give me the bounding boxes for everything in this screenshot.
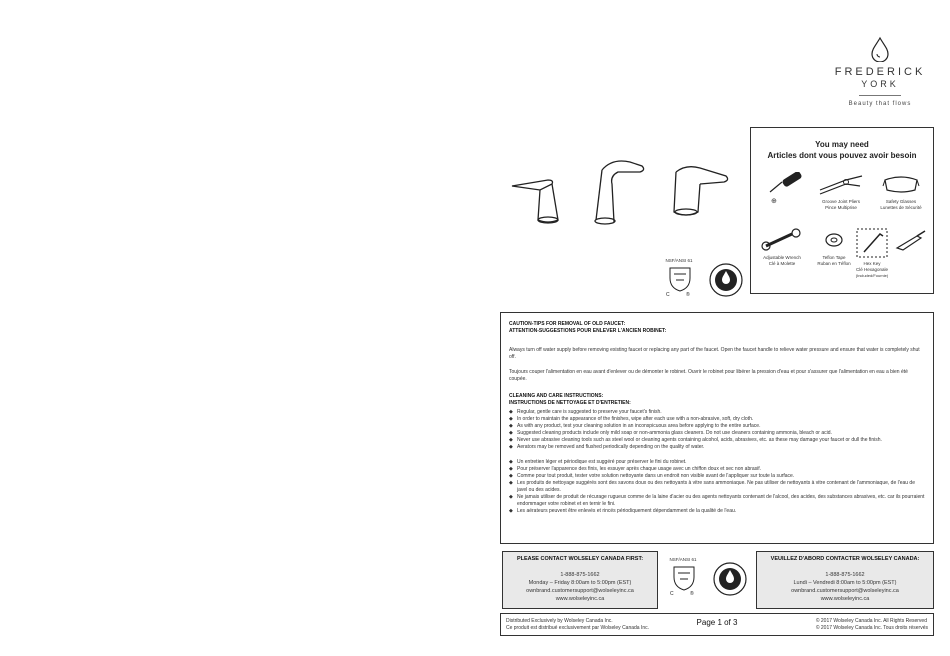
- list-item: ◆ Regular, gentle care is suggested to preserve your faucet's finish.: [509, 409, 925, 416]
- screwdriver-icon: [766, 172, 806, 196]
- tool-pliers-label-fr: Pince Multiprise: [825, 205, 857, 210]
- tool-safety-glasses: [871, 172, 931, 211]
- contact-web-en: www.wolseleyinc.ca: [555, 596, 605, 602]
- tool-wrench-label-en: Adjustable Wrench: [763, 255, 801, 260]
- contact-web-fr: www.wolseleyinc.ca: [820, 596, 870, 602]
- tool-glasses-label-en: Safety Glasses: [885, 199, 917, 204]
- certification-logos-top: [664, 258, 750, 302]
- footer-copyright: [816, 618, 928, 632]
- tools-needed-panel: [750, 127, 934, 294]
- tool-tape-label-en: Teflon Tape: [822, 255, 846, 260]
- cleaning-heading-en: CLEANING AND CARE INSTRUCTIONS:: [509, 393, 604, 399]
- cleaning-list-en: [509, 409, 925, 451]
- contact-panel-en: [502, 551, 658, 609]
- brand-name-line2: YORK: [861, 79, 899, 89]
- list-item: ◆ Suggested cleaning products include only mild soap or non-ammonia glass cleaners. Do not use cleaners containing ammonia, bleach or acid.: [509, 430, 925, 437]
- sealant-tube-icon: [893, 228, 929, 252]
- tool-sealant-tube: [891, 228, 931, 255]
- list-item: ◆ Never use abrasive cleaning tools such as steel wool or cleaning agents containing alcohol, acids, abrasives, etc. as these may damage your faucet or dull the finish.: [509, 437, 925, 444]
- tool-hexkey-label-en: Hex Key: [863, 261, 881, 266]
- brand-divider: [859, 95, 901, 96]
- cleaning-list-fr: [509, 459, 925, 515]
- csa-c-mark-mid: C: [670, 591, 674, 597]
- list-item: ◆ Pour préserver l'apparence des finis, les essuyer après chaque usage avec un chiffon doux et sec non abrasif.: [509, 466, 925, 473]
- footer-copy-en: © 2017 Wolseley Canada Inc. All Rights Reserved: [815, 618, 927, 624]
- tool-screwdriver: [761, 172, 811, 205]
- contact-hours-en: Monday – Friday 8:00am to 5:00pm (EST): [528, 580, 632, 586]
- safety-glasses-icon: [881, 172, 921, 196]
- tool-adjustable-wrench: [753, 228, 811, 267]
- contact-panel-fr: [756, 551, 934, 609]
- csa-registered-mark-mid: ®: [690, 591, 694, 597]
- contact-phone-en: 1-888-875-1662: [560, 572, 600, 578]
- tool-hex-key: [847, 228, 897, 279]
- caution-text-en: Always turn off water supply before removing existing faucet or replacing any part of the faucet. Open the faucet handle to relieve water pressure and ensure that water is completely shut off.: [509, 347, 920, 360]
- caution-heading-en: CAUTION-TIPS FOR REMOVAL OF OLD FAUCET:: [509, 321, 626, 327]
- tool-hexkey-label-fr: Clé Hexagonale: [855, 267, 889, 272]
- faucet-illustration: [500, 150, 740, 230]
- cleaning-heading-fr: INSTRUCTIONS DE NETTOYAGE ET D'ENTRETIEN:: [509, 400, 631, 406]
- brand-tagline: Beauty that flows: [848, 101, 912, 107]
- tool-glasses-label-fr: Lunettes de Sécurité: [880, 205, 922, 210]
- csa-shield-icon: [672, 565, 696, 591]
- list-item: ◆ Aerators may be removed and flushed periodically depending on the quality of water.: [509, 444, 925, 451]
- spout-drawing: [595, 161, 644, 224]
- brand-logo: [830, 36, 930, 107]
- csa-c-mark: C: [666, 292, 670, 298]
- list-item: ◆ Ne jamais utiliser de produit de récurage rugueux comme de la laine d'acier ou des agents nettoyants contenant de l'alcool, des acides, des substances abrasives, etc. car ils pourraient endommager votre robinet et en ternir le fini.: [509, 494, 925, 508]
- tool-wrench-label-fr: Clé à Molette: [768, 261, 796, 266]
- tool-hexkey-note: (Included/Fournie): [855, 273, 889, 278]
- nsf-label: NSF/ANSI 61: [665, 258, 693, 263]
- caution-text-fr: Toujours couper l'alimentation en eau avant d'enlever ou de démonter le robinet. Ouvrir le robinet pour libérer la pression d'eau et pour s'assurer que l'alimentation en eau a bien été coupée.: [509, 369, 908, 382]
- list-item: ◆ Les produits de nettoyage suggérés sont des savons doux ou des nettoyants à vitre sans ammoniaque. Ne pas utiliser de nettoyants à vitre contenant de l'ammoniaque, de l'eau de javel ou des acides.: [509, 480, 925, 494]
- list-item: ◆ Un entretien léger et périodique est suggéré pour préserver le fini du robinet.: [509, 459, 925, 466]
- tool-screwdriver-label: ⊕: [771, 198, 777, 205]
- page-number: Page 1 of 3: [696, 618, 738, 627]
- brand-name-line1: FREDERICK: [834, 66, 926, 78]
- contact-hours-fr: Lundi – Vendredi 8:00am to 5:00pm (EST): [793, 580, 897, 586]
- certification-logos-mid: [668, 555, 750, 605]
- watersense-logo-icon: [708, 262, 744, 298]
- watersense-logo-icon: [712, 561, 748, 597]
- hex-key-icon: [856, 228, 888, 258]
- contact-heading-en: PLEASE CONTACT WOLSELEY CANADA FIRST:: [516, 556, 644, 562]
- list-item: ◆ In order to maintain the appearance of the finishes, wipe after each use with a non-abrasive, soft, dry cloth.: [509, 416, 925, 423]
- list-item: ◆ Les aérateurs peuvent être enlevés et rincés périodiquement dépendamment de la qualité de l'eau.: [509, 508, 925, 515]
- nsf-label-mid: NSF/ANSI 61: [669, 557, 697, 562]
- tool-pliers: [811, 172, 871, 211]
- contact-email-fr: ownbrand.customersupport@wolseleyinc.ca: [791, 588, 899, 594]
- tool-pliers-label-en: Groove Joint Pliers: [821, 199, 860, 204]
- water-drop-icon: [830, 36, 930, 62]
- tool-tape-label-fr: Ruban en Téflon: [817, 261, 851, 266]
- list-item: ◆ Comme pour tout produit, tester votre solution nettoyante dans un endroit non visible avant de l'appliquer sur toute la surface.: [509, 473, 925, 480]
- footer-copy-fr: © 2017 Wolseley Canada Inc. Tous droits réservés: [815, 625, 928, 631]
- csa-shield-icon: [668, 266, 692, 292]
- pliers-icon: [816, 172, 866, 196]
- footer-dist-en: Distributed Exclusively by Wolseley Canada Inc.: [506, 618, 613, 624]
- contact-email-en: ownbrand.customersupport@wolseleyinc.ca: [526, 588, 634, 594]
- contact-phone-fr: 1-888-875-1662: [825, 572, 865, 578]
- tools-title-fr: Articles dont vous pouvez avoir besoin: [767, 151, 917, 160]
- contact-heading-fr: VEUILLEZ D'ABORD CONTACTER WOLSELEY CANADA:: [770, 556, 920, 562]
- care-instructions-panel: [500, 312, 934, 544]
- tape-icon: [822, 228, 846, 252]
- right-handle-drawing: [674, 167, 728, 215]
- tools-title-en: You may need: [815, 140, 869, 149]
- left-handle-drawing: [512, 180, 558, 223]
- page-footer: [500, 613, 934, 636]
- list-item: ◆ As with any product, test your cleaning solution in an inconspicuous area before applying to the entire surface.: [509, 423, 925, 430]
- csa-registered-mark: ®: [686, 292, 690, 298]
- caution-heading-fr: ATTENTION-SUGGESTIONS POUR ENLEVER L'ANCIEN ROBINET:: [509, 328, 667, 334]
- wrench-icon: [760, 228, 804, 252]
- footer-dist-fr: Ce produit est distribué exclusivement par Wolseley Canada Inc.: [506, 625, 650, 631]
